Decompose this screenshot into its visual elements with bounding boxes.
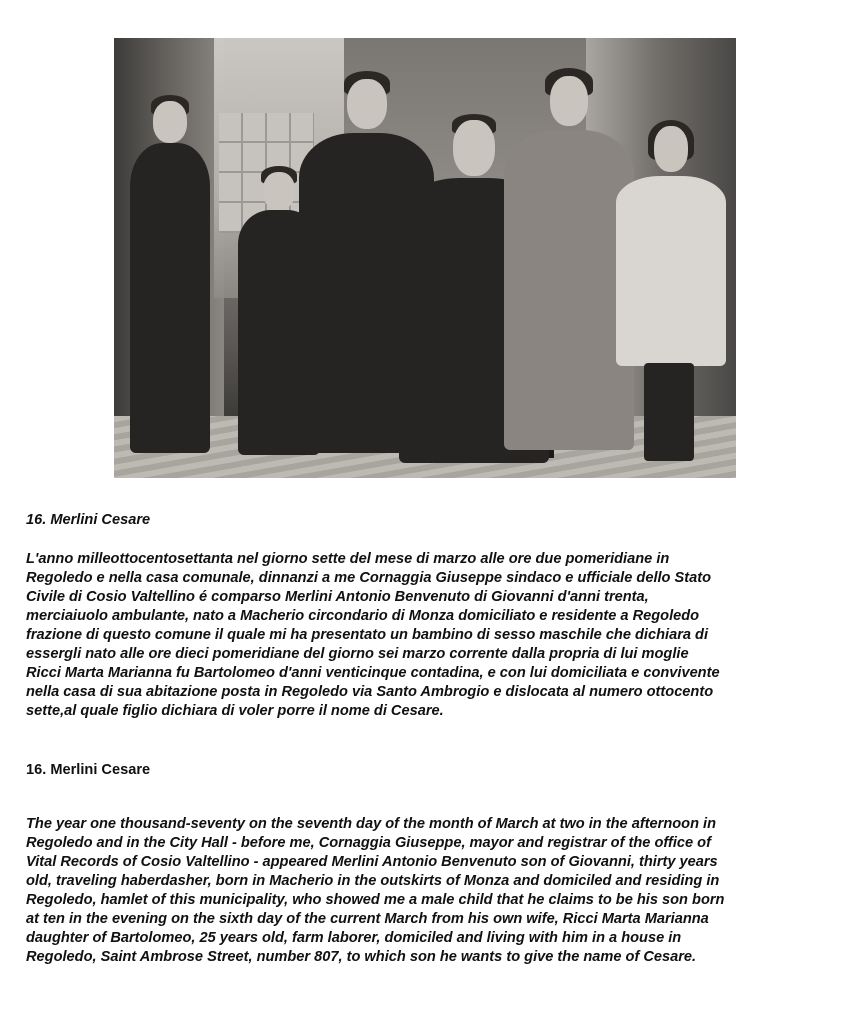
english-line: The year one thousand-seventy on the seventh day of the month of March at two in the afternoon in [26,816,717,832]
person-young-girl-legs [644,363,694,461]
italian-line: Regoledo e nella casa comunale, dinnanzi a me Cornaggia Giuseppe sindaco e ufficiale dello Stato [26,570,712,586]
english-record-paragraph [26,815,836,967]
italian-line: frazione di questo comune il quale mi ha presentato un bambino di sesso maschile che dichiara di [26,627,709,643]
family-portrait-photo [114,38,736,478]
italian-line: Ricci Marta Marianna fu Bartolomeo d'anni venticinque contadina, e con lui domiciliata e convivente [26,665,720,681]
english-record-heading: 16. Merlini Cesare [26,762,151,778]
english-line: at ten in the evening on the sixth day of the current March from his own wife, Ricci Marta Marianna [26,911,709,927]
english-line: Regoledo, hamlet of this municipality, who showed me a male child that he claims to be his son born [26,892,725,908]
english-line: daughter of Bartolomeo, 25 years old, farm laborer, domiciled and living with him in a house in [26,930,682,946]
italian-record-heading: 16. Merlini Cesare [26,512,151,528]
english-line: old, traveling haberdasher, born in Macherio in the outskirts of Monza and domiciled and residing in [26,873,720,889]
person-daughter [504,130,634,450]
person-older-boy [130,143,210,453]
english-line: Vital Records of Cosio Valtellino - appeared Merlini Antonio Benvenuto son of Giovanni, thirty years [26,854,718,870]
italian-line: L'anno milleottocentosettanta nel giorno sette del mese di marzo alle ore due pomeridiane in [26,551,670,567]
italian-line: nella casa di sua abitazione posta in Regoledo via Santo Ambrogio e dislocata al numero ottocento [26,684,714,700]
italian-line: merciaiuolo ambulante, nato a Macherio circondario di Monza domiciliato e residente a Regoledo [26,608,700,624]
italian-line: essergli nato alle ore dieci pomeridiane del giorno sei marzo corrente dalla propria di lui moglie [26,646,689,662]
person-young-girl [616,176,726,366]
italian-line: Civile di Cosio Valtellino é comparso Merlini Antonio Benvenuto di Giovanni d'anni trenta, [26,589,649,605]
english-line: Regoledo and in the City Hall - before me, Cornaggia Giuseppe, mayor and registrar of the office of [26,835,711,851]
italian-line: sette,al quale figlio dichiara di voler porre il nome di Cesare. [26,703,444,719]
english-line: Regoledo, Saint Ambrose Street, number 807, to which son he wants to give the name of Cesare. [26,949,697,965]
italian-record-paragraph [26,550,836,721]
